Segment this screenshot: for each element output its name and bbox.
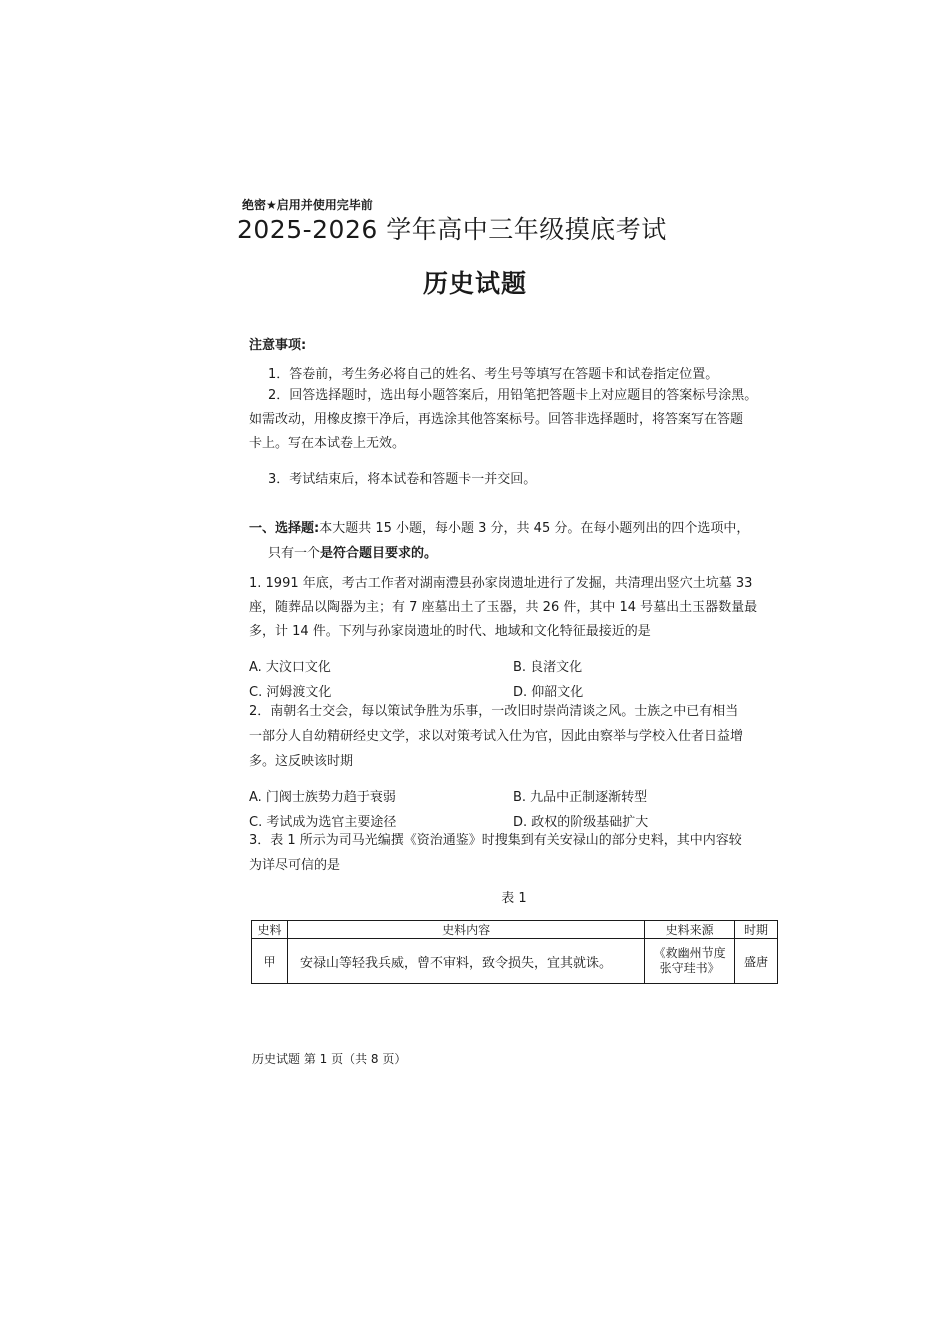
table-header-row [252, 921, 778, 939]
question-3-line: 为详尽可信的是 [249, 858, 341, 873]
row-source-line: 《救幽州节度 [653, 946, 726, 960]
question-2-option-b: B. 九品中正制逐渐转型 [513, 790, 648, 805]
question-1-line: 多，计 14 件。下列与孙家岗遗址的时代、地域和文化特征最接近的是 [249, 624, 651, 639]
question-2-line: 多。这反映该时期 [249, 754, 354, 769]
question-2-option-a: A. 门阀士族势力趋于衰弱 [249, 790, 396, 805]
notes-item: 2．回答选择题时，选出每小题答案后，用铅笔把答题卡上对应题目的答案标号涂黑。 [268, 388, 758, 403]
table-header-cell: 史料来源 [645, 921, 735, 939]
row-source [645, 939, 735, 984]
question-1-line: 座，随葬品以陶器为主；有 7 座墓出土了玉器，共 26 件，其中 14 号墓出土玉器数量最 [249, 600, 758, 615]
table-row [252, 939, 778, 984]
question-1-option-a: A. 大汶口文化 [249, 660, 331, 675]
question-1-line: 1. 1991 年底，考古工作者对湖南澧县孙家岗遗址进行了发掘，共清理出竖穴土坑墓 33 [249, 576, 753, 591]
section-description: 本大题共 15 小题，每小题 3 分，共 45 分。在每小题列出的四个选项中， [319, 521, 750, 536]
notes-heading: 注意事项: [249, 338, 307, 353]
row-source-line: 张守珪书》 [659, 961, 720, 975]
notes-item: 卡上。写在本试卷上无效。 [249, 436, 406, 451]
row-content: 安禄山等轻我兵威，曾不审料，致令损失，宜其就诛。 [287, 939, 644, 984]
source-table [251, 920, 778, 984]
section-line2-plain: 只有一个 [268, 546, 321, 561]
table-header-cell: 史料 [252, 921, 288, 939]
row-period: 盛唐 [735, 939, 778, 984]
notes-item: 1．答卷前，考生务必将自己的姓名、考生号等填写在答题卡和试卷指定位置。 [268, 367, 719, 382]
section-heading-line2 [268, 542, 437, 561]
confidential-mark: 绝密★启用并使用完毕前 [242, 198, 373, 212]
question-1-option-d: D. 仰韶文化 [513, 685, 584, 700]
question-3-line: 3．表 1 所示为司马光编撰《资治通鉴》时搜集到有关安禄山的部分史料，其中内容较 [249, 833, 742, 848]
question-2-option-d: D. 政权的阶级基础扩大 [513, 815, 649, 830]
notes-item: 3．考试结束后，将本试卷和答题卡一并交回。 [268, 472, 537, 487]
question-1-option-c: C. 河姆渡文化 [249, 685, 332, 700]
subject-title: 历史试题 [422, 269, 527, 298]
row-label: 甲 [252, 939, 288, 984]
section-label: 一、选择题: [249, 521, 320, 536]
page-footer: 历史试题 第 1 页（共 8 页） [252, 1052, 407, 1066]
notes-item: 如需改动，用橡皮擦干净后，再选涂其他答案标号。回答非选择题时，将答案写在答题 [249, 412, 744, 427]
exam-title: 2025-2026 学年高中三年级摸底考试 [237, 215, 667, 244]
question-2-line: 2．南朝名士交会，每以策试争胜为乐事，一改旧时崇尚清谈之风。士族之中已有相当 [249, 704, 739, 719]
section-line2-bold: 是符合题目要求的。 [320, 546, 438, 561]
question-1-option-b: B. 良渚文化 [513, 660, 583, 675]
table-header-cell: 时期 [735, 921, 778, 939]
section-heading [249, 517, 749, 536]
table-header-cell: 史料内容 [287, 921, 644, 939]
table-caption: 表 1 [501, 891, 527, 906]
question-2-option-c: C. 考试成为选官主要途径 [249, 815, 397, 830]
question-2-line: 一部分人自幼精研经史文学，求以对策考试入仕为官，因此由察举与学校入仕者日益增 [249, 729, 744, 744]
